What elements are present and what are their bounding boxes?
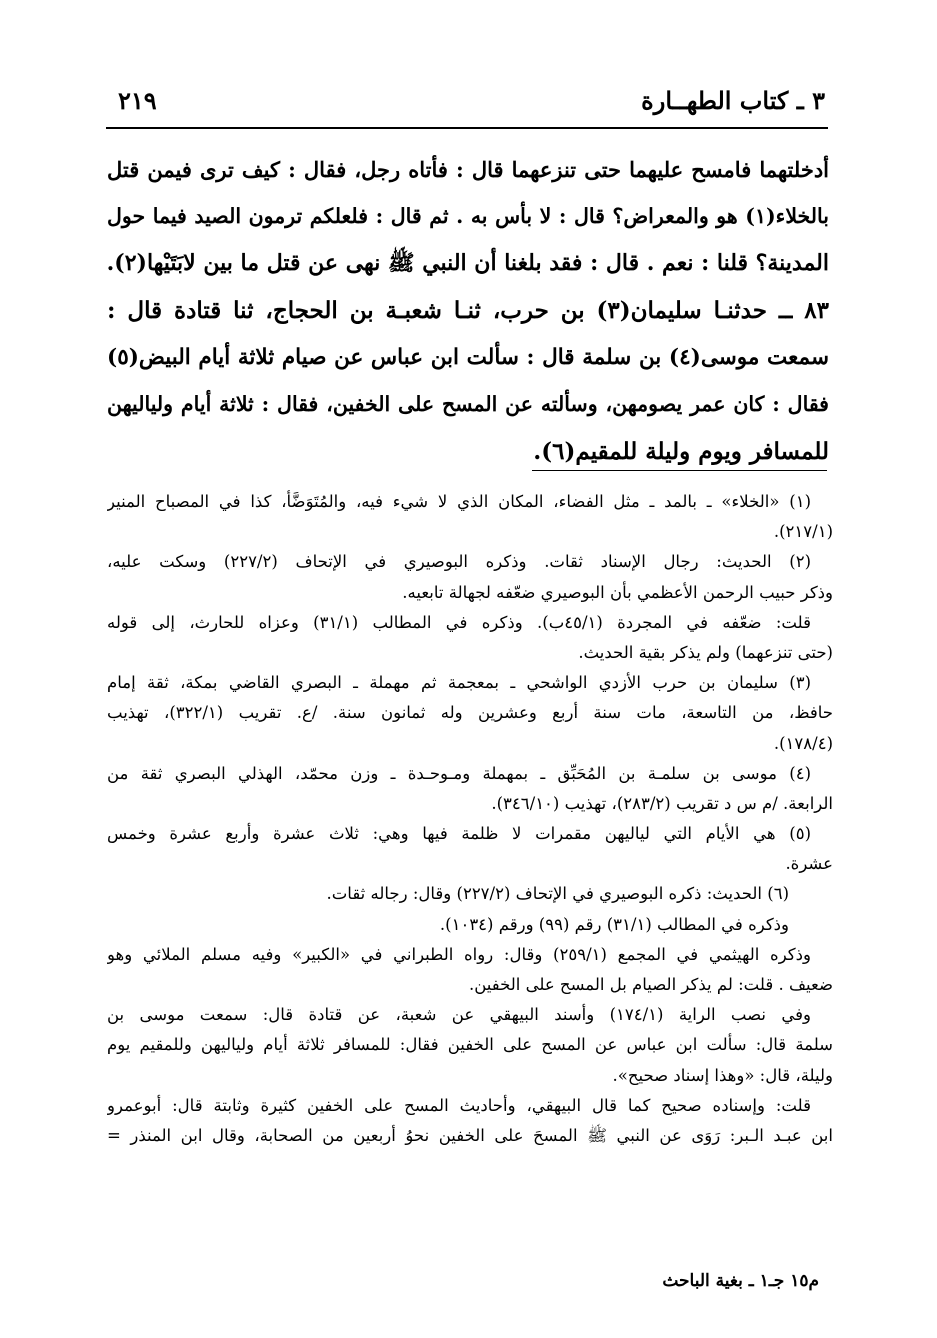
page-footer-signature: م١٥ جـ١ ـ بغية الباحث [662, 1271, 819, 1291]
footnote-line: الرابعة. /م س د تقريب (٢٨٣/٢)، تهذيب (٣٤٦/١٠). [491, 793, 833, 813]
footnote-line: سلمة قال: سألت ابن عباس عن المسح على الخفين فقال: للمسافر ثلاثة أيام ولياليهن وللمقيم يوم [107, 1035, 833, 1055]
footnote-line: (٢) الحديث: رجال الإسناد ثقات. وذكره البوصيري في الإتحاف (٢٢٧/٢) وسكت عليه، [107, 552, 811, 572]
footnote-line: (٢١٧/١). [773, 522, 833, 542]
footnote-line: عشرة. [785, 854, 833, 874]
footnote-line: (٣) سليمان بن حرب الأزدي الواشحي ـ بمعجمة ثم مهملة ـ البصري القاضي بمكة، ثقة إمام [107, 673, 811, 693]
footnote-line: (١) «الخلاء» ـ بالمد ـ مثل الفضاء، المكان الذي لا شيء فيه، والمُتَوَضَّأ، كذا في المصباح المنير [107, 492, 811, 511]
main-text-line: سمعت موسى(٤) بن سلمة قال : سألت ابن عباس عن صيام ثلاثة أيام البيض(٥) [107, 345, 829, 370]
running-header-chapter: ٣ ـ كتاب الطهــارة [641, 86, 825, 115]
footnote-line: حافظ، من التاسعة، مات سنة أربع وعشرين وله ثمانون سنة. /ع. تقريب (٣٢٢/١)، تهذيب [107, 703, 833, 723]
main-text-line: ٨٣ ــ حدثنـا سليمان(٣) بن حرب، ثنـا شعبـة بن الحجاج، ثنا قتادة قال : [107, 297, 829, 324]
main-text-block [107, 146, 829, 475]
footnote-line: (٤) موسى بن سلمـة بن المُحَبِّق ـ بمهملة ومـوحـدة ـ وزن محمّد، الهذلي البصري ثقة من [107, 763, 811, 783]
footnote-line: ضعيف . قلت: لم يذكر الصيام بل المسح على الخفين. [468, 975, 833, 994]
footnote-line: وفي نصب الراية (١٧٤/١) وأسند البيهقي عن شعبة، عن قتادة قال: سمعت موسى بن [107, 1005, 811, 1025]
main-text-line: فقال : كان عمر يصومهن، وسألته عن المسح على الخفين، فقال : ثلاثة أيام ولياليهن [107, 392, 829, 416]
footnote-separator [532, 470, 827, 471]
main-text-line: بالخلاء(١) هو والمعراض؟ قال : لا بأس به . ثم قال : فلعلكم ترمون الصيد فيما حول [107, 204, 829, 228]
footnote-line: وذكره الهيثمي في المجمع (٢٥٩/١) وقال: رواه الطبراني في «الكبير» وفيه مسلم الملائي وهو [107, 944, 811, 964]
footnote-line: (٥) هي الأيام التي لياليهن مقمرات لا ظلمة فيها وهي: ثلاث عشرة وأربع عشرة وخمس [107, 824, 811, 844]
footnote-line: (١٧٨/٤). [773, 733, 833, 753]
footnote-line: قلت: وإسناده صحيح كما قال البيهقي، وأحاديث المسح على الخفين كثيرة وثابتة قال: أبوعمرو [107, 1095, 811, 1115]
main-text-line: أدخلتهما فامسح عليهما حتى تنزعهما قال : فأتاه رجل، فقال : كيف ترى فيمن قتل [107, 157, 829, 182]
footnote-line: ابن عبـد الـبر: رَوَى عن النبي ﷺ المسحَ على الخفين نحوُ أربعين من الصحابة، وقال ابن المنذر = [107, 1125, 833, 1145]
footnote-line: قلت: ضعّفه في المجردة (٤٥/١ب). وذكره في المطالب (٣١/١) وعزاه للحارث، إلى قوله [107, 612, 811, 632]
footnote-line: وليلة، قال: «وهذا إسناد صحيح». [612, 1065, 833, 1085]
main-text-line: للمسافر ويوم وليلة للمقيم(٦). [533, 438, 829, 465]
footnote-line: (حتى تنزعهما) ولم يذكر بقية الحديث. [578, 642, 833, 662]
footnote-line: وذكره في المطالب (٣١/١) رقم (٩٩) ورقم (١٠٣٤). [439, 914, 789, 934]
main-text-line: المدينة؟ قلنا : نعم . قال : فقد بلغنا أن النبي ﷺ نهى عن قتل ما بين لابَتَيْها(٢). [106, 250, 829, 276]
footnote-line: (٦) الحديث: ذكره البوصيري في الإتحاف (٢٢٧/٢) وقال: رجاله ثقات. [326, 884, 789, 904]
page-number: ٢١٩ [118, 86, 157, 115]
header-rule [106, 127, 828, 129]
footnotes-block [107, 487, 833, 1151]
footnote-line: وذكر حبيب الرحمن الأعظمي بأن البوصيري ضعّفه لجهالة تابعيه. [402, 582, 833, 602]
